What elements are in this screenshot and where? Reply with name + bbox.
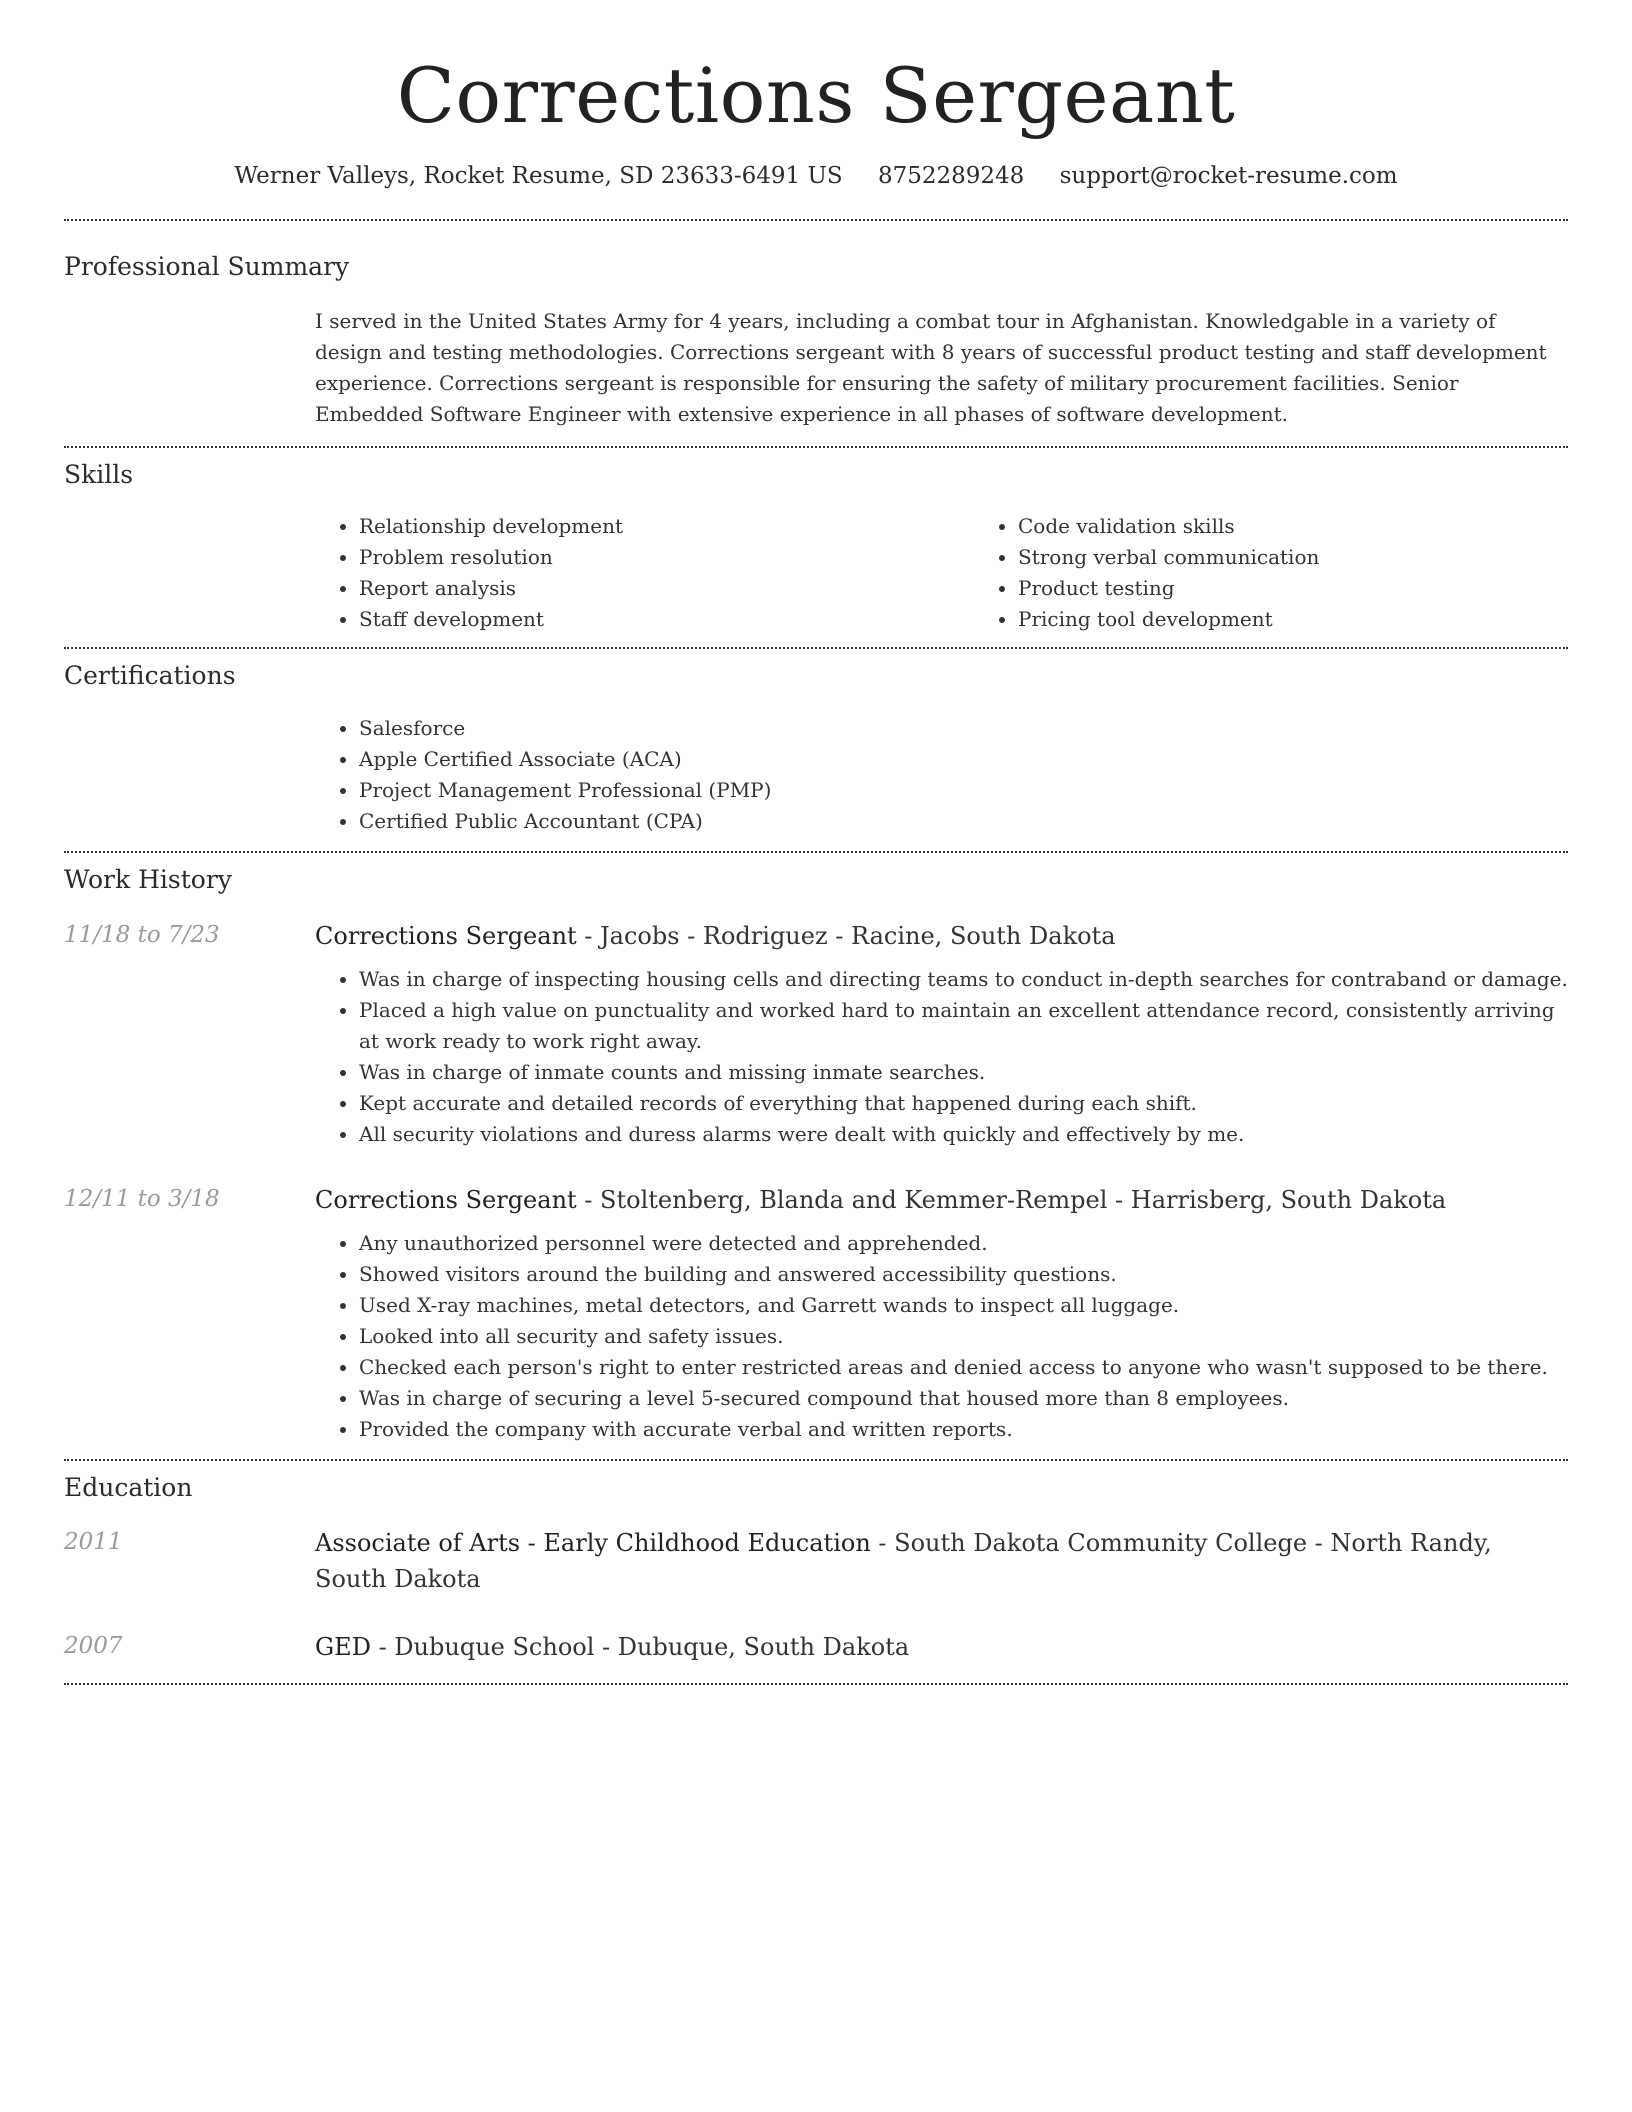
skill-item: • Code validation skills [1018,511,1632,542]
education-school-location: - South Dakota Community College - North Randy, South Dakota [315,1528,1492,1593]
job-role: Corrections Sergeant [315,1186,577,1215]
skill-item: • Product testing [1018,573,1632,604]
duty-item: • Was in charge of inspecting housing cells and directing teams to conduct in-depth searches for contraband or damage. [359,964,1568,995]
job-entry [64,1182,1568,1445]
job-employer-location: - Stoltenberg, Blanda and Kemmer-Rempel - Harrisberg, South Dakota [576,1186,1447,1215]
divider [64,219,1568,221]
section-title-education: Education [64,1473,193,1503]
duty-item: • Placed a high value on punctuality and worked hard to maintain an excellent attendance record, consistently arriving at work ready to work right away. [359,995,1568,1057]
section-title-summary: Professional Summary [64,252,350,282]
divider [64,1683,1568,1685]
skill-item: • Pricing tool development [1018,604,1632,635]
skill-item: • Report analysis [359,573,974,604]
skill-item: • Relationship development [359,511,974,542]
job-role: Corrections Sergeant [315,922,577,951]
skill-item: • Staff development [359,604,974,635]
section-title-work-history: Work History [64,864,232,894]
contact-line [64,163,1568,189]
section-title-certifications: Certifications [64,661,236,691]
education-heading [315,1525,1568,1597]
skills-column-left [315,511,974,635]
education-year: 2007 [64,1632,123,1659]
education-heading [315,1629,1568,1665]
education-section [64,1472,1568,1665]
job-duties [315,1228,1568,1445]
skills-list [315,511,1568,635]
contact-email: support@rocket-resume.com [1059,163,1398,190]
skills-section [64,459,1568,636]
education-entry [64,1525,1568,1597]
summary-text: I served in the United States Army for 4 years, including a combat tour in Afghanistan. Knowledgable in a variety of design and testing methodologies. Corrections sergeant with 8 years of successful product testing and staff development experience. Corrections sergeant is responsible for ensuring the safety of military procurement facilities. Senior Embedded Software Engineer with extensive experience in all phases of software development. [315,308,1547,426]
divider [64,446,1568,448]
duty-item: • Was in charge of inmate counts and missing inmate searches. [359,1057,1568,1088]
education-degree: Associate of Arts - Early Childhood Education [315,1528,871,1557]
duty-item: • Kept accurate and detailed records of everything that happened during each shift. [359,1088,1568,1119]
certification-item: • Salesforce [359,713,1568,744]
job-entry [64,918,1568,1150]
divider [64,851,1568,853]
duty-item: • Looked into all security and safety issues. [359,1321,1568,1352]
job-dates: 11/18 to 7/23 [64,922,220,949]
job-duties [315,964,1568,1150]
education-year: 2011 [64,1528,123,1555]
duty-item: • Was in charge of securing a level 5-secured compound that housed more than 8 employees. [359,1383,1568,1414]
education-entry [64,1629,1568,1665]
duty-item: • Checked each person's right to enter restricted areas and denied access to anyone who wasn't supposed to be there. [359,1352,1568,1383]
summary-content [315,306,1568,430]
duty-item: • Showed visitors around the building and answered accessibility questions. [359,1259,1568,1290]
candidate-name: Corrections Sergeant [396,51,1236,140]
skill-item: • Strong verbal communication [1018,542,1632,573]
job-heading [315,1182,1568,1218]
education-school-location: - Dubuque School - Dubuque, South Dakota [370,1632,910,1661]
divider [64,1459,1568,1461]
duty-item: • All security violations and duress alarms were dealt with quickly and effectively by me. [359,1119,1568,1150]
certifications-list [315,713,1568,837]
certifications-section [64,660,1568,837]
work-history-section [64,864,1568,1446]
duty-item: • Any unauthorized personnel were detected and apprehended. [359,1228,1568,1259]
skill-item: • Problem resolution [359,542,974,573]
job-employer-location: - Jacobs - Rodriguez - Racine, South Dakota [576,922,1116,951]
section-title-skills: Skills [64,459,134,489]
job-heading [315,918,1568,954]
contact-address: Werner Valleys, Rocket Resume, SD 23633-6491 US [234,163,843,190]
divider [64,647,1568,649]
certifications-content [315,713,1568,837]
certification-item: • Apple Certified Associate (ACA) [359,744,1568,775]
summary-section [64,251,1568,430]
duty-item: • Provided the company with accurate verbal and written reports. [359,1414,1568,1445]
duty-item: • Used X-ray machines, metal detectors, and Garrett wands to inspect all luggage. [359,1290,1568,1321]
education-degree: GED [315,1632,371,1661]
contact-phone: 8752289248 [877,163,1025,190]
job-dates: 12/11 to 3/18 [64,1186,220,1213]
certification-item: • Project Management Professional (PMP) [359,775,1568,806]
skills-column-right [974,511,1632,635]
resume-page [64,0,1568,1685]
certification-item: • Certified Public Accountant (CPA) [359,806,1568,837]
